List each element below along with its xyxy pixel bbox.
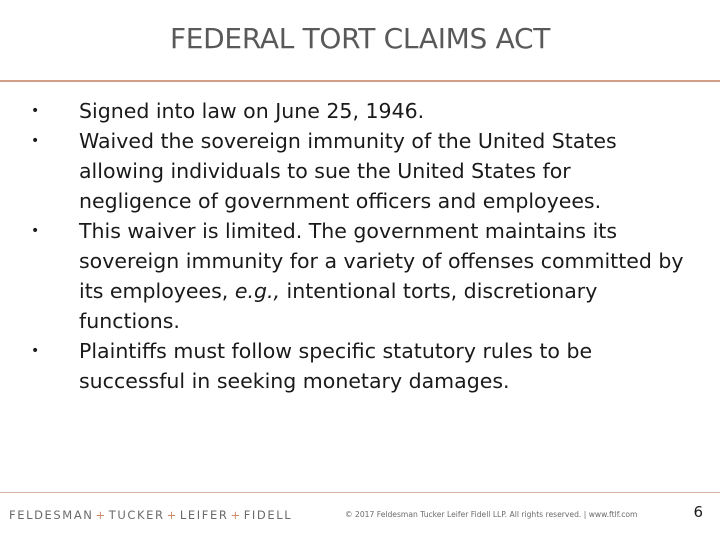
logo-word-tucker: TUCKER	[108, 508, 165, 522]
bullet-text: Signed into law on June 25, 1946.	[79, 99, 425, 123]
logo-word-feldesman: FELDESMAN	[9, 508, 94, 522]
slide-title: FEDERAL TORT CLAIMS ACT	[169, 22, 551, 55]
bullet-text-end: intentional torts, discretionary functions.	[79, 279, 598, 333]
bullet-item	[28, 216, 688, 336]
logo-word-leifer: LEIFER	[179, 508, 229, 522]
bullet-item	[28, 126, 688, 216]
logo-word-fidell: FIDELL	[243, 508, 293, 522]
bullet-text-start: This waiver is limited. The government maintains its sovereign immunity for a variety of offenses committed by its employees,	[79, 219, 684, 303]
logo-separator: +	[95, 508, 107, 522]
bullet-item	[28, 96, 688, 126]
title-divider	[0, 80, 720, 82]
bullet-text: Plaintiffs must follow specific statutory rules to be successful in seeking monetary damages.	[79, 339, 593, 393]
page-number: 6	[693, 503, 703, 521]
logo-separator: +	[230, 508, 242, 522]
bullet-marker: •	[31, 223, 40, 239]
footer-divider	[0, 492, 720, 493]
bullet-item	[28, 336, 688, 396]
firm-logo	[9, 508, 292, 522]
bullet-text: Waived the sovereign immunity of the United States allowing individuals to sue the United States for negligence of government officers and employees.	[79, 129, 617, 213]
bullet-marker: •	[31, 103, 40, 119]
logo-separator: +	[166, 508, 178, 522]
bullet-marker: •	[31, 133, 40, 149]
bullet-marker: •	[31, 343, 40, 359]
bullet-list	[28, 96, 688, 396]
bullet-text-italic: e.g.,	[234, 279, 281, 303]
copyright-notice: © 2017 Feldesman Tucker Leifer Fidell LLP. All rights reserved. | www.ftlf.com	[345, 510, 638, 519]
bullet-text	[79, 219, 684, 333]
